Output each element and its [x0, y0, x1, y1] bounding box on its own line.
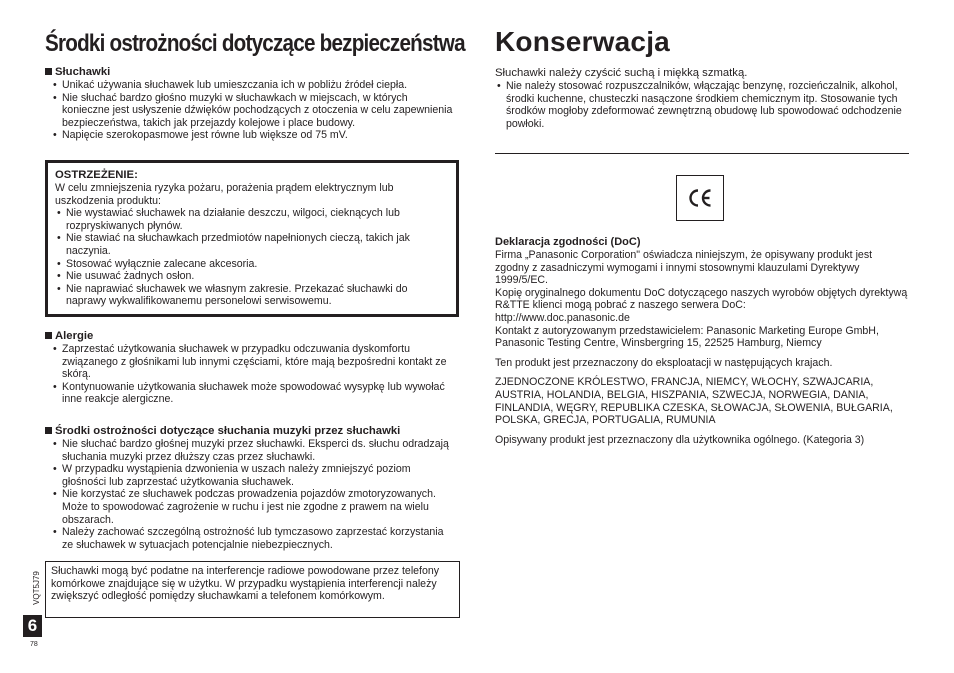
listening-section	[45, 425, 457, 551]
listening-list	[51, 438, 457, 551]
countries-intro: Ten produkt jest przeznaczony do eksploatacji w następujących krajach.	[495, 356, 833, 369]
list-item: • Nie stawiać na słuchawkach przedmiotów napełnionych cieczą, takich jak naczynia.	[55, 232, 450, 257]
list-item: • W przypadku wystąpienia dzwonienia w uszach należy zmniejszyć poziom głośności lub zaprzestać użytkowania słuchawek.	[51, 463, 457, 488]
headphones-list	[51, 79, 455, 142]
doc-url: http://www.doc.panasonic.de	[495, 311, 630, 324]
list-item: • Nie wystawiać słuchawek na działanie deszczu, wilgoci, cieknących lub rozpryskiwanych płynów.	[55, 207, 450, 232]
list-item: • Nie korzystać ze słuchawek podczas prowadzenia pojazdów zmotoryzowanych. Może to spowodować zagrożenie w ruchu i jest nie zgodne z prawem na wielu obszarach.	[51, 488, 457, 526]
maintenance-list	[495, 80, 905, 130]
allergies-heading: Alergie	[45, 330, 455, 343]
interference-note-box	[45, 561, 460, 618]
square-bullet-icon	[45, 427, 52, 434]
list-item: • Zaprzestać użytkowania słuchawek w przypadku odczuwania dyskomfortu związanego z głośnikami lub innymi częściami, które mają bezpośredni kontakt ze skórą.	[51, 343, 455, 381]
list-item: • Nie słuchać bardzo głośno muzyki w słuchawkach w miejscach, w których konieczne jest usłyszenie dźwięków pochodzących z otoczenia w celu zapewnienia bezpieczeństwa, takich jak przejazdy kolejowe i place budowy.	[51, 92, 455, 130]
doc-code: VQT5J79	[32, 571, 41, 605]
maintenance-section	[495, 67, 905, 130]
doc-contact: Kontakt z autoryzowanym przedstawicielem: Panasonic Marketing Europe GmbH, Panasonic Testing Centre, Winsbergring 15, 22525 Hamburg, Niemcy	[495, 324, 879, 350]
list-item: • Należy zachować szczególną ostrożność lub tymczasowo zaprzestać korzystania ze słuchawek w sytuacjach potencjalnie niebezpiecznych.	[51, 526, 457, 551]
square-bullet-icon	[45, 68, 52, 75]
sub-page-number: 78	[30, 641, 38, 648]
ce-mark-icon	[676, 175, 724, 221]
allergies-list	[51, 343, 455, 406]
doc-code-wrapper	[31, 562, 43, 614]
countries-list: ZJEDNOCZONE KRÓLESTWO, FRANCJA, NIEMCY, WŁOCHY, SZWAJCARIA, AUSTRIA, HOLANDIA, BELGIA, HISZPANIA, SZWECJA, NORWEGIA, DANIA, FINLANDIA, WĘGRY, REPUBLIKA CZESKA, SŁOWACJA, SŁOWENIA, BUŁGARIA, POLSKA, GRECJA, PORTUGALIA, RUMUNIA	[495, 376, 893, 427]
list-item: • Unikać używania słuchawek lub umieszczania ich w pobliżu źródeł ciepła.	[51, 79, 455, 92]
page-number: 6	[23, 615, 42, 637]
warning-heading: OSTRZEŻENIE:	[55, 169, 138, 181]
left-title: Środki ostrożności dotyczące bezpieczeństwa	[45, 30, 465, 57]
interference-note: Słuchawki mogą być podatne na interferencje radiowe powodowane przez telefony komórkowe znajdujące się w użytku. W przypadku wystąpienia interferencji należy zwiększyć odległość pomiędzy słuchawkami a telefonem komórkowym.	[51, 565, 440, 603]
headphones-section	[45, 66, 455, 142]
doc-heading: Deklaracja zgodności (DoC)	[495, 236, 641, 248]
doc-paragraph: Kopię oryginalnego dokumentu DoC dotyczącego naszych wyrobów objętych dyrektywą R&TTE klienci mogą pobrać z naszego serwera DoC:	[495, 286, 908, 312]
list-item: • Kontynuowanie użytkowania słuchawek może spowodować wysypkę lub wywołać inne reakcje alergiczne.	[51, 381, 455, 406]
list-item: • Nie usuwać żadnych osłon.	[55, 270, 450, 283]
warning-box	[45, 160, 459, 317]
category-note: Opisywany produkt jest przeznaczony dla użytkownika ogólnego. (Kategoria 3)	[495, 433, 865, 446]
listening-heading: Środki ostrożności dotyczące słuchania muzyki przez słuchawki	[45, 425, 457, 438]
headphones-heading: Słuchawki	[45, 66, 455, 79]
allergies-section	[45, 330, 455, 406]
doc-section	[495, 236, 909, 446]
list-item: • Napięcie szerokopasmowe jest równe lub większe od 75 mV.	[51, 129, 455, 142]
square-bullet-icon	[45, 332, 52, 339]
warning-list	[55, 207, 450, 308]
list-item: • Nie naprawiać słuchawek we własnym zakresie. Przekazać słuchawki do naprawy wykwalifikowanemu personelowi serwisowemu.	[55, 283, 450, 308]
list-item: • Nie słuchać bardzo głośnej muzyki przez słuchawki. Eksperci ds. słuchu odradzają słuchania muzyki przez dłuższy czas przez słuchawki.	[51, 438, 457, 463]
section-divider	[495, 153, 909, 154]
warning-intro: W celu zmniejszenia ryzyka pożaru, porażenia prądem elektrycznym lub uszkodzenia produktu:	[55, 182, 394, 207]
doc-paragraph: Firma „Panasonic Corporation" oświadcza niniejszym, że opisywany produkt jest zgodny z zasadniczymi wymogami i innymi stosownymi klauzulami Dyrektywy 1999/5/EC.	[495, 249, 873, 287]
list-item: • Nie należy stosować rozpuszczalników, włączając benzynę, rozcieńczalnik, alkohol, środki kuchenne, chusteczki nasączone środkiem chemicznym itp. Stosowanie tych środków mogłoby zdeformować zewnętrzną obudowę lub spowodować odchodzenie powłoki.	[495, 80, 905, 130]
right-title: Konserwacja	[495, 26, 670, 57]
list-item: • Stosować wyłącznie zalecane akcesoria.	[55, 258, 450, 271]
maintenance-intro: Słuchawki należy czyścić suchą i miękką szmatką.	[495, 67, 748, 79]
